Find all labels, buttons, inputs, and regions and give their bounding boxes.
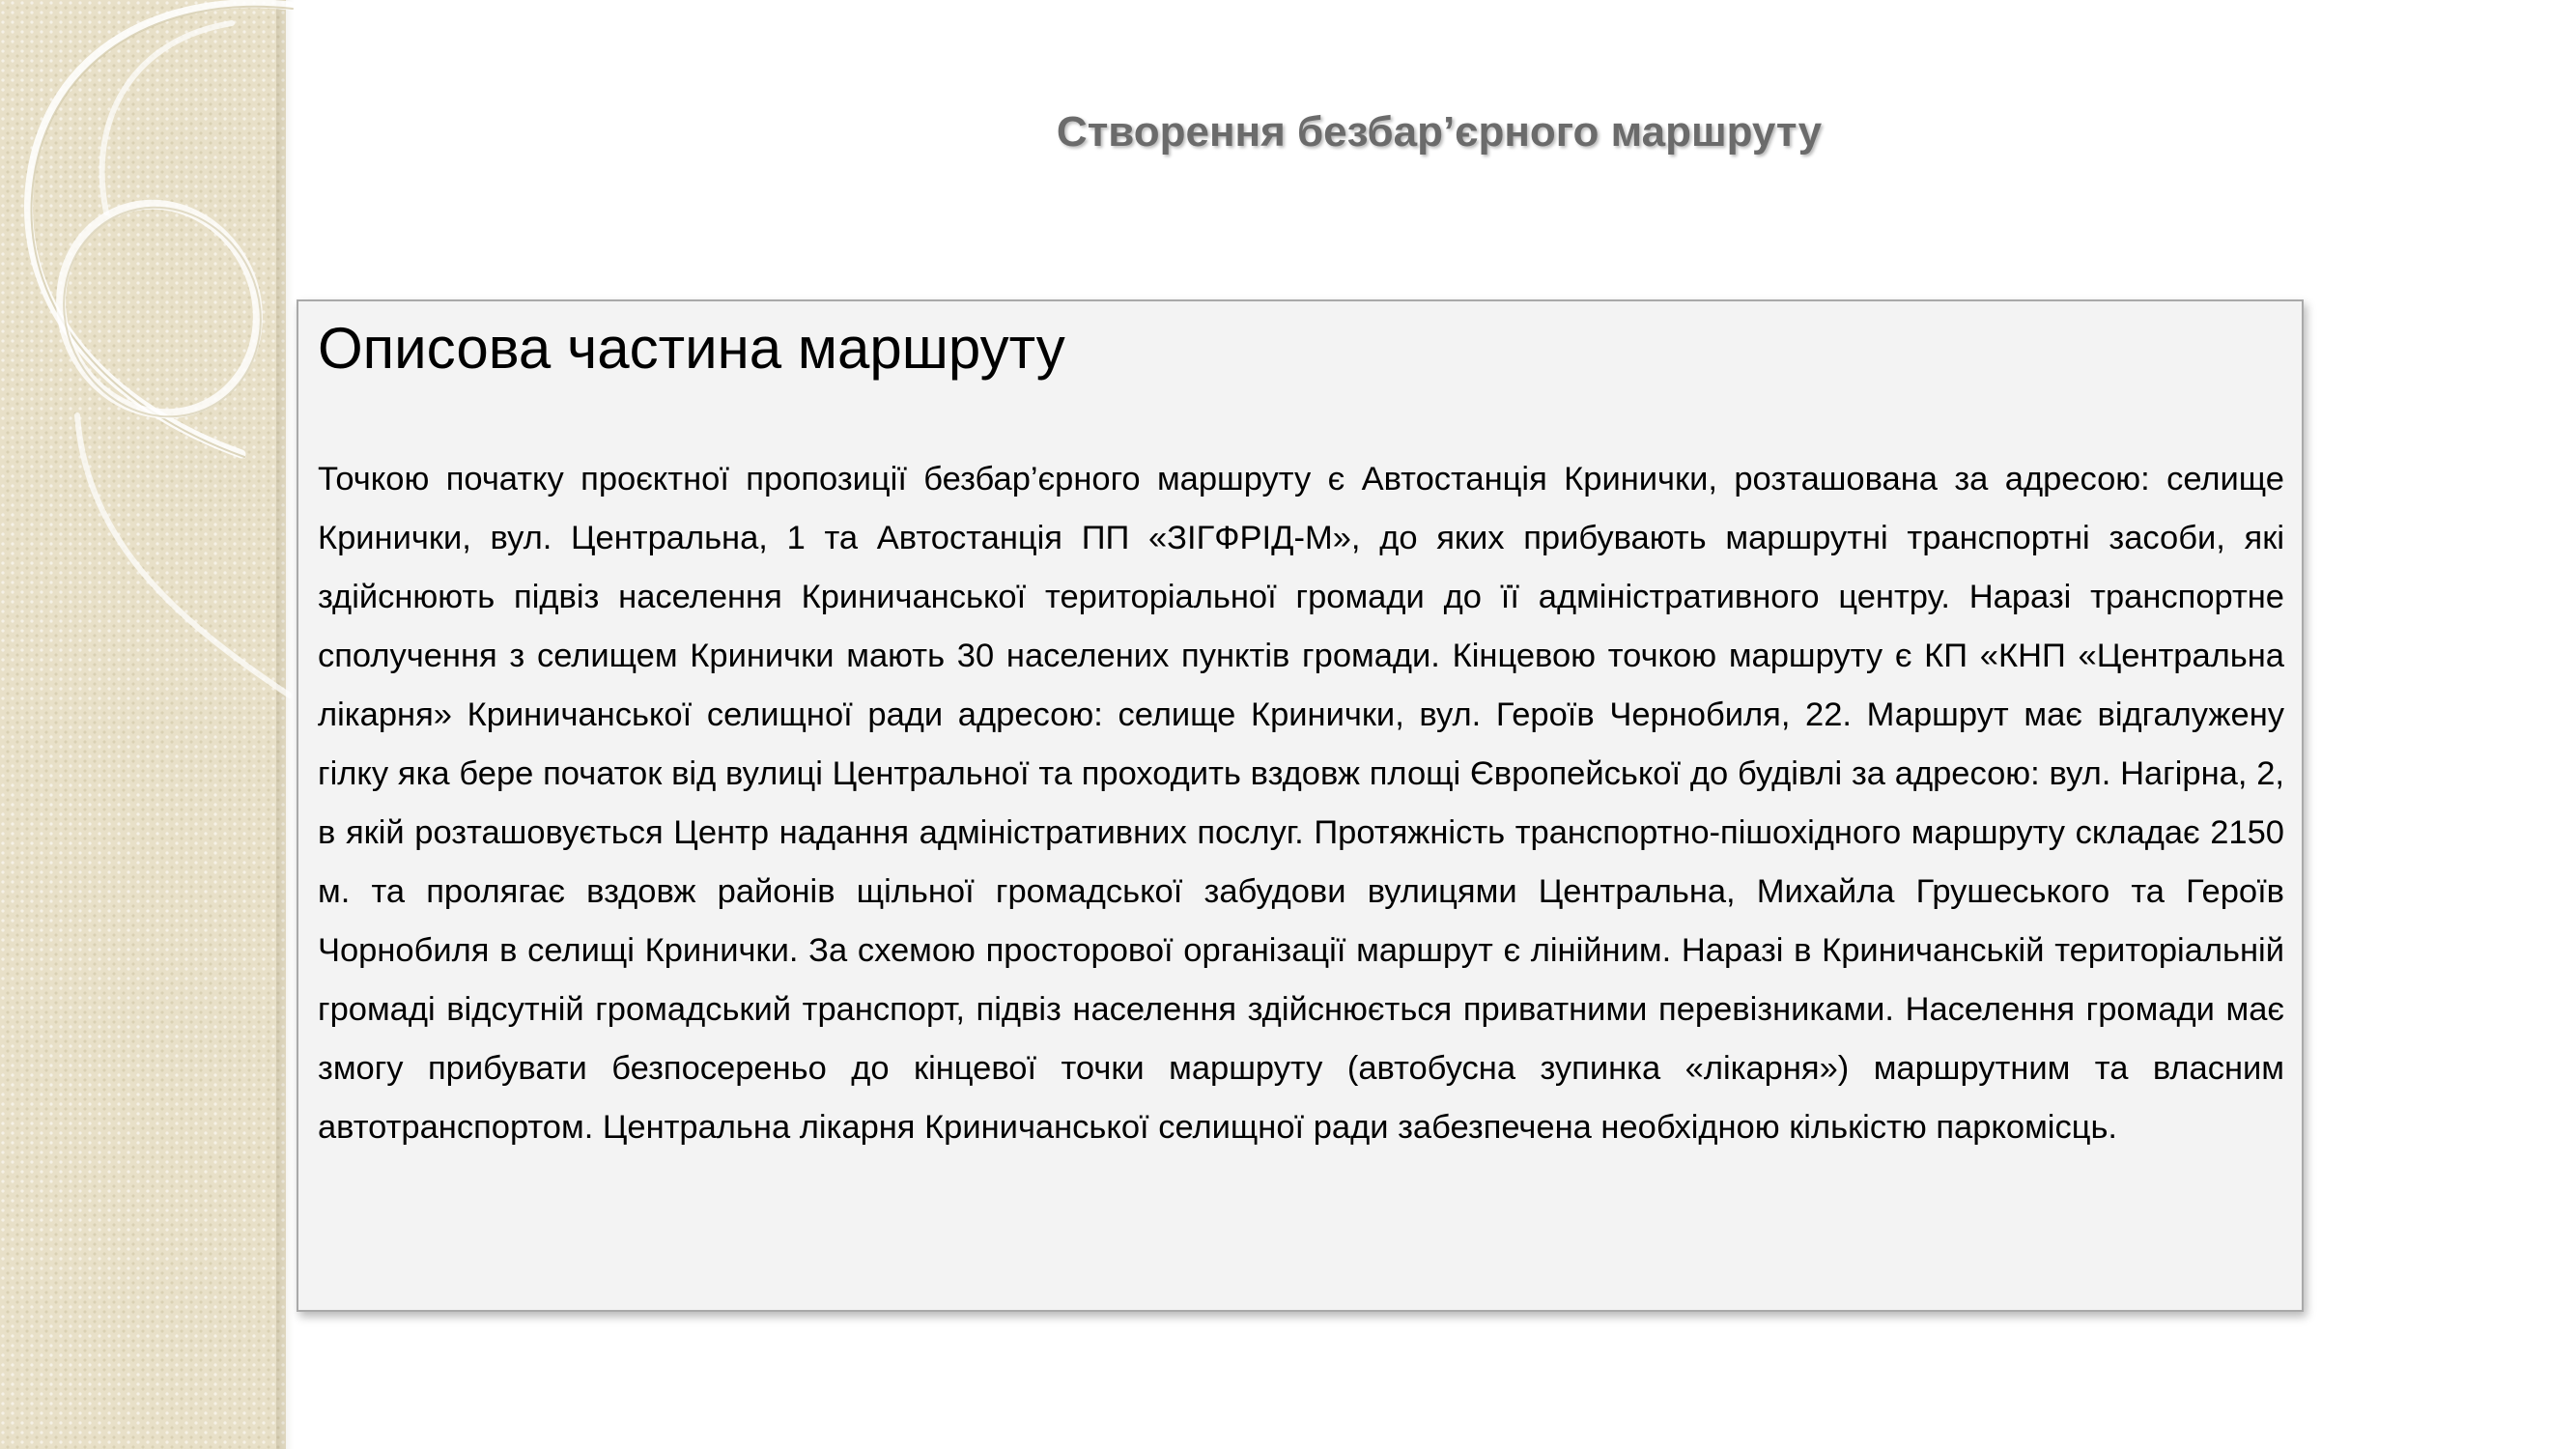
description-box (297, 299, 2304, 1312)
slide-title: Створення безбар’єрного маршруту (1056, 108, 1823, 156)
swirl-arc-lower (77, 415, 290, 696)
decorative-swirls (0, 0, 348, 734)
description-heading: Описова частина маршруту (318, 316, 1065, 381)
swirl-arc-large (28, 4, 290, 454)
swirl-arc-inner (102, 23, 232, 213)
description-body: Точкою початку проєктної пропозиції безбар’єрного маршруту є Автостанція Кринички, розташована за адресою: селище Кринички, вул. Центральна, 1 та Автостанція ПП «ЗІГФРІД-М», до яких прибувають маршрутні транспортні засоби, які здійснюють підвіз населення Криничанської територіальної громади до її адміністративного центру. Наразі транспортне сполучення з селищем Кринички мають 30 населених пунктів громади. Кінцевою точкою маршруту є КП «КНП «Центральна лікарня» Криничанської селищної ради адресою: селище Кринички, вул. Героїв Чернобиля, 22. Маршрут має відгалужену гілку яка бере початок від вулиці Центральної та проходить вздовж площі Європейської до будівлі за адресою: вул. Нагірна, 2, в якій розташовується Центр надання адміністративних послуг. Протяжність транспортно-пішохідного маршруту складає 2150 м. та пролягає вздовж районів щільної громадської забудови вулицями Центральна, Михайла Грушеського та Героїв Чорнобиля в селищі Кринички. За схемою просторової організації маршрут є лінійним. Наразі в Криничанській територіальній громаді відсутній громадський транспорт, підвіз населення здійснюється приватними перевізниками. Населення громади має змогу прибувати безпосереньо до кінцевої точки маршруту (автобусна зупинка «лікарня») маршрутним та власним автотранспортом. Центральна лікарня Криничанської селищної ради забезпечена необхідною кількістю паркомісць. (318, 461, 2284, 1146)
swirl-ring (27, 172, 292, 446)
